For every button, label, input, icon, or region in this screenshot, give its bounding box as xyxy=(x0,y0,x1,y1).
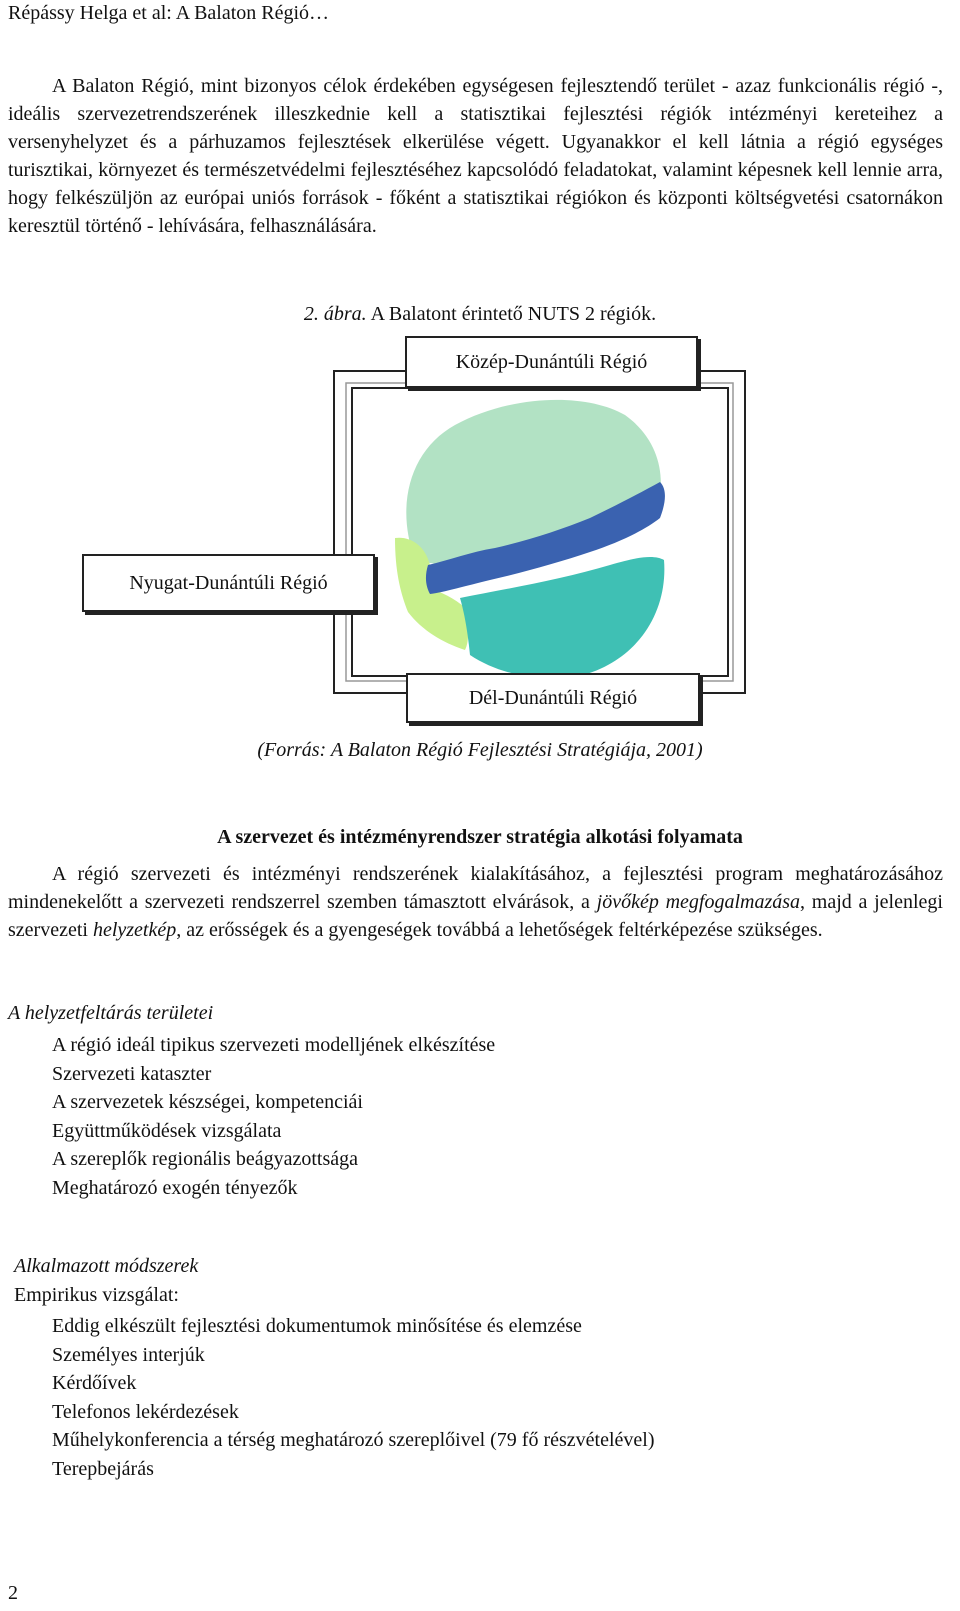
list-item: Személyes interjúk xyxy=(52,1343,205,1366)
nyugat-dunantuli-label: Nyugat-Dunántúli Régió xyxy=(129,571,328,594)
list-item: Telefonos lekérdezések xyxy=(52,1400,239,1423)
process-paragraph-emphasis-1: jövőkép megfogalmazása xyxy=(596,891,801,913)
del-dunantuli-label-box xyxy=(406,673,700,723)
figure-number: 2. ábra. xyxy=(303,303,367,325)
process-paragraph-text-2: , majd a jelenlegi szervezeti xyxy=(8,891,943,941)
list-item: A szervezetek készségei, kompetenciái xyxy=(52,1091,363,1113)
helyzetfeltaras-title: A helyzetfeltárás területei xyxy=(8,1002,214,1024)
list-item: A szereplők regionális beágyazottsága xyxy=(52,1148,358,1170)
list-item: Terepbejárás xyxy=(52,1457,154,1480)
figure-title: A Balatont érintető NUTS 2 régiók. xyxy=(366,303,657,325)
section-heading: A szervezet és intézményrendszer stratégia alkotási folyamata xyxy=(217,826,743,848)
list-item: Meghatározó exogén tényezők xyxy=(52,1176,298,1199)
list-item: Eddig elkészült fejlesztési dokumentumok minősítése és elemzése xyxy=(52,1315,582,1337)
list-item: A régió ideál tipikus szervezeti modelljének elkészítése xyxy=(52,1034,496,1056)
kozep-dunantuli-label: Közép-Dunántúli Régió xyxy=(455,350,648,373)
nyugat-dunantuli-label-box xyxy=(82,554,375,612)
process-paragraph xyxy=(8,860,943,944)
nuts2-region-diagram xyxy=(0,330,960,750)
process-paragraph-text-3: , az erősségek és a gyengeségek továbbá a lehetőségek feltérképezése szükséges. xyxy=(176,919,823,941)
figure-caption xyxy=(0,300,960,328)
page-number: 2 xyxy=(8,1582,18,1604)
intro-paragraph xyxy=(8,72,943,240)
process-paragraph-text-1: A régió szervezeti és intézményi rendszerének kialakításához, a fejlesztési program meghatározásához mindenekelőtt a szervezeti rendszerrel szemben támasztott elvárások, a xyxy=(8,863,943,913)
del-dunantuli-label: Dél-Dunántúli Régió xyxy=(468,686,638,709)
list-item: Szervezeti kataszter xyxy=(52,1062,212,1085)
kozep-dunantuli-label-box xyxy=(405,336,698,388)
modszerek-title: Alkalmazott módszerek xyxy=(14,1255,199,1277)
figure-source: (Forrás: A Balaton Régió Fejlesztési Stratégiája, 2001) xyxy=(257,739,703,761)
process-paragraph-emphasis-2: helyzetkép xyxy=(92,919,177,941)
list-item: Együttműködések vizsgálata xyxy=(52,1119,282,1142)
modszerek-subtitle: Empirikus vizsgálat: xyxy=(14,1284,179,1306)
modszerek-list xyxy=(52,1312,655,1483)
running-head: Répássy Helga et al: A Balaton Régió… xyxy=(8,2,330,24)
list-item: Műhelykonferencia a térség meghatározó szereplőivel (79 fő részvételével) xyxy=(52,1429,655,1451)
helyzetfeltaras-list xyxy=(52,1031,495,1202)
list-item: Kérdőívek xyxy=(52,1372,137,1394)
intro-paragraph-text: A Balaton Régió, mint bizonyos célok érdekében egységesen fejlesztendő terület - azaz funkcionális régió -, ideális szervezetrendszerének illeszkednie kell a statisztikai fejlesztési régiók intézményi kereteihez a versenyhelyzet és a párhuzamos fejlesztések elkerülése végett. Ugyanakkor el kell látnia a régió egységes turisztikai, környezet és természetvédelmi fejlesztéséhez kapcsolódó feladatokat, valamint képesnek kell lennie arra, hogy felkészüljön az európai uniós források - főként a statisztikai régiókon és központi költségvetési csatornákon keresztül történő - lehívására, felhasználására. xyxy=(8,75,943,237)
